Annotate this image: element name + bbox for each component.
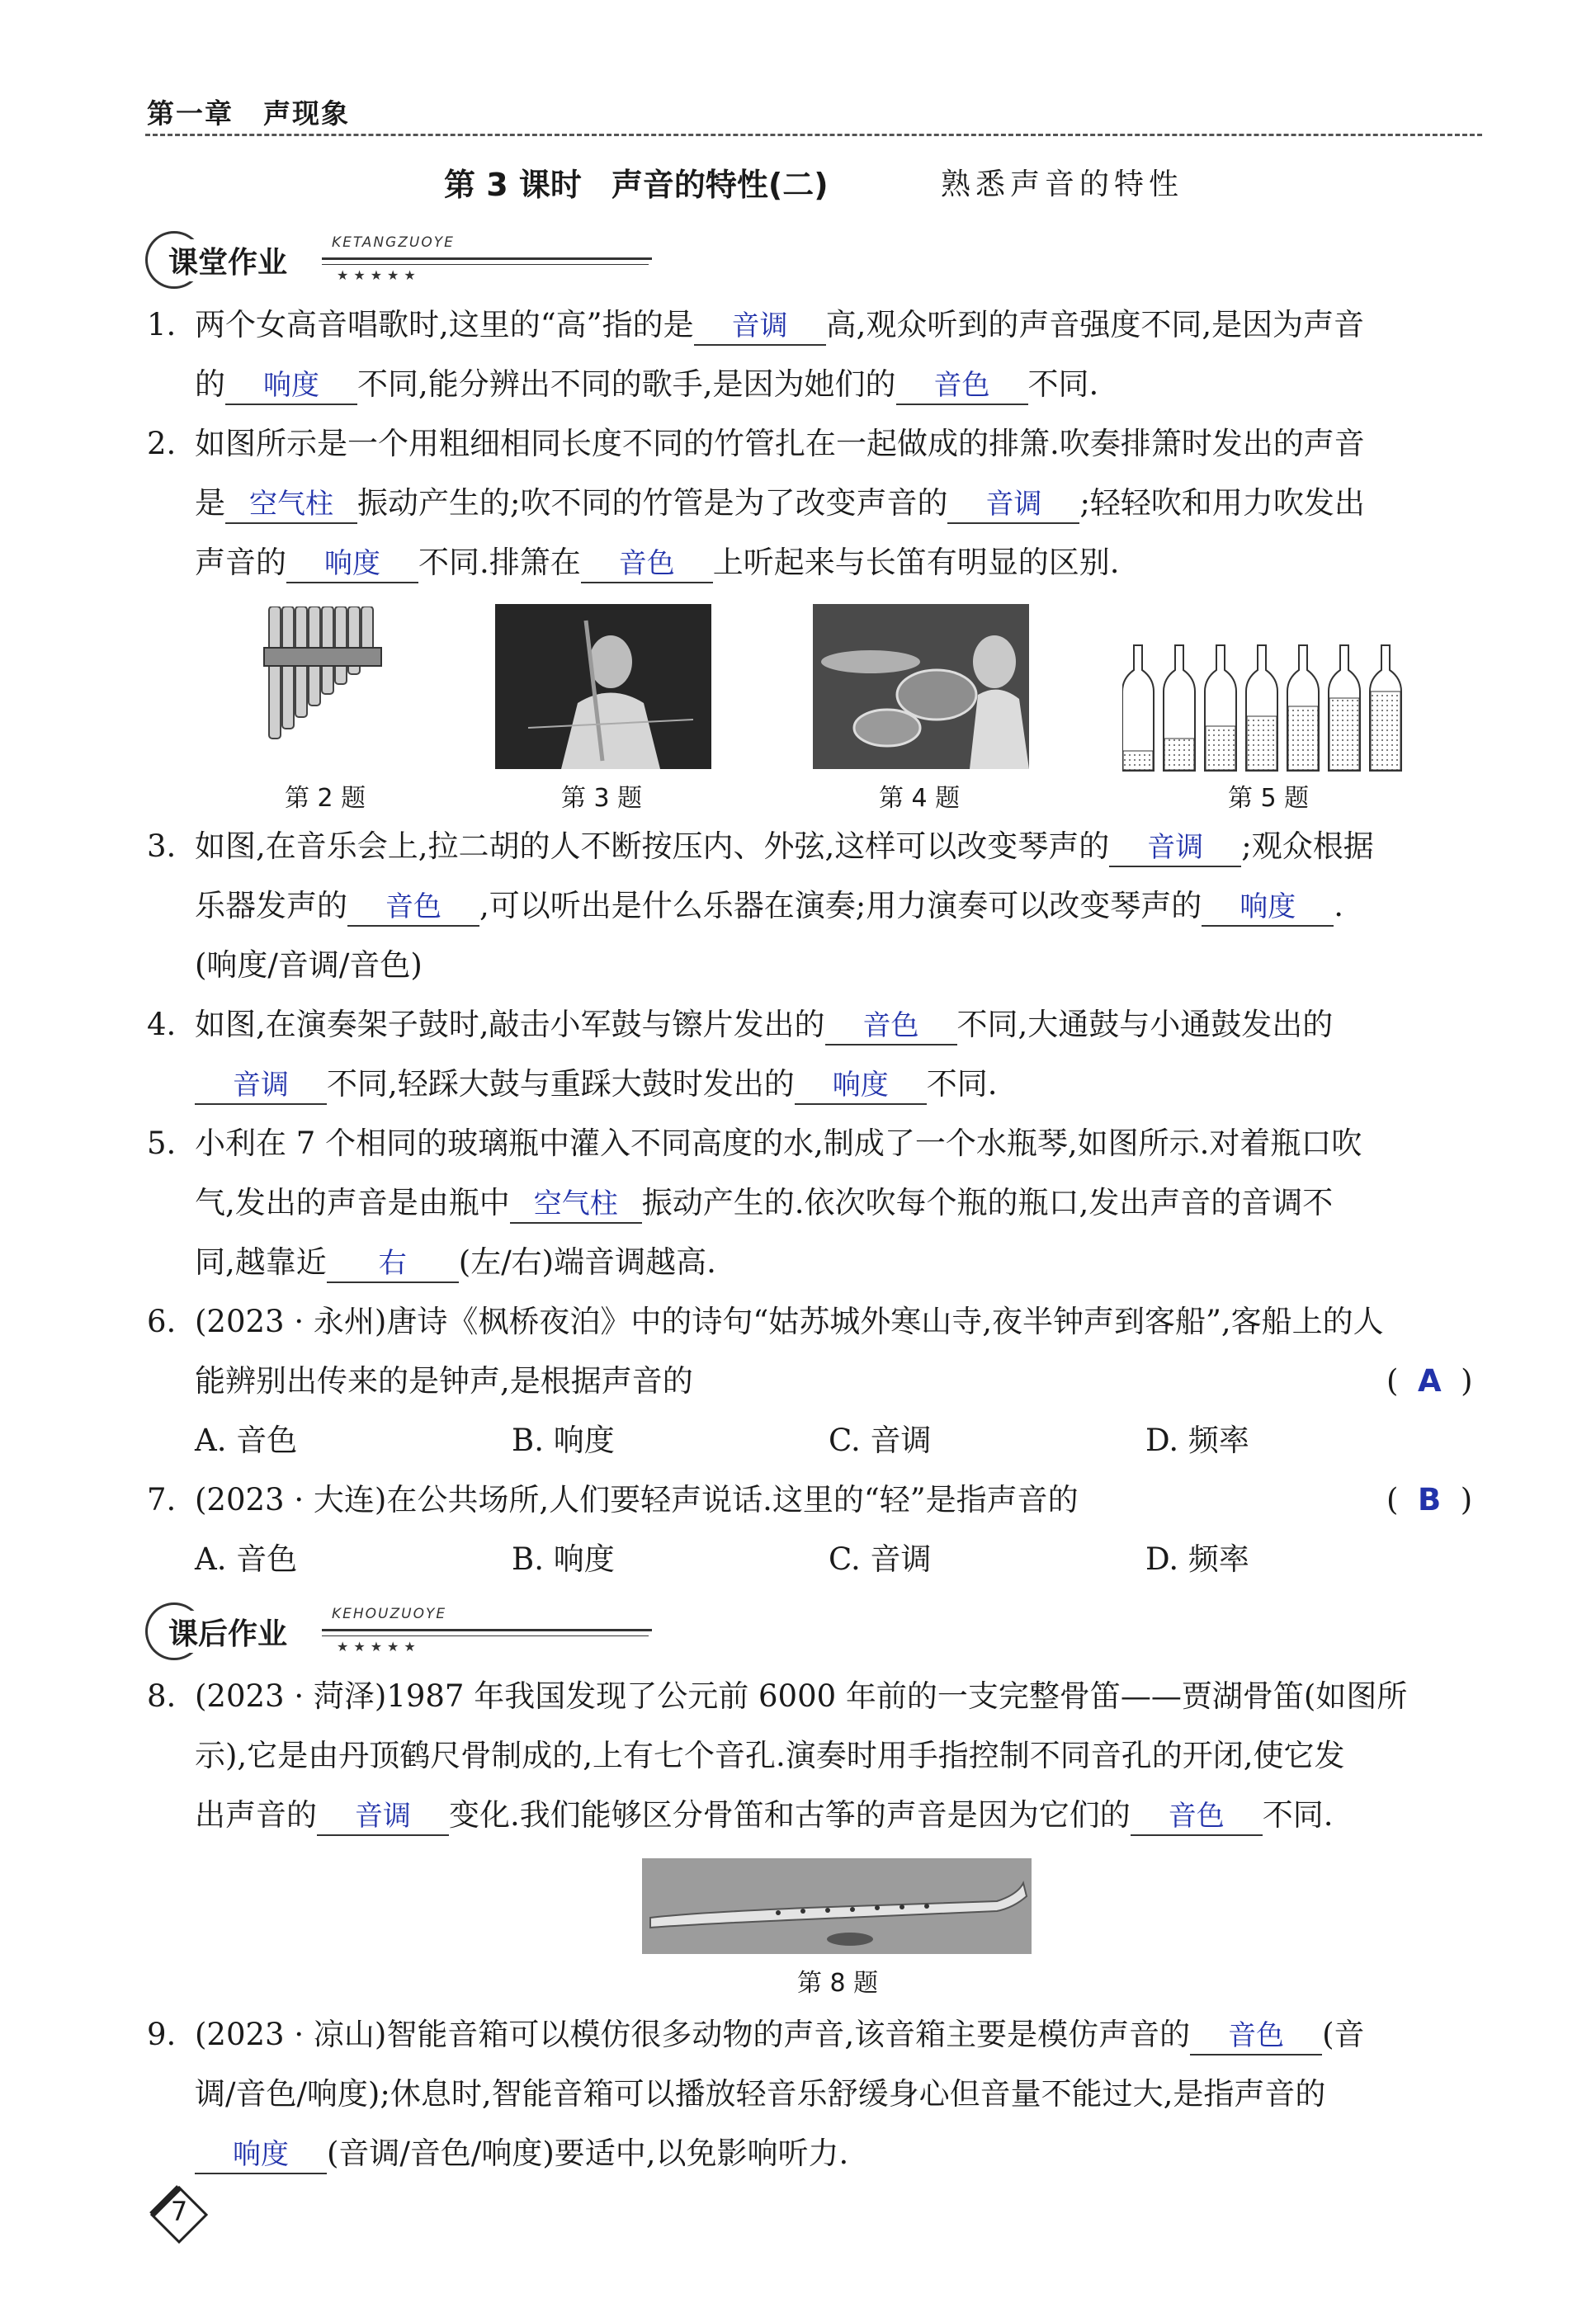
answer-blank: 音调	[1109, 829, 1241, 867]
star-rating-icon: ★★★★★	[337, 1639, 421, 1654]
answer-blank: 音调	[195, 1067, 327, 1105]
answer-blank: 响度	[795, 1067, 927, 1105]
lesson-subtitle: 熟悉声音的特性	[941, 168, 1184, 201]
page-number-badge	[147, 2183, 211, 2247]
answer-blank: 音调	[947, 486, 1079, 524]
caption-q8: 第 8 题	[797, 1969, 879, 1998]
homework-banner	[145, 1602, 508, 1660]
answer-blank: 音色	[1190, 2018, 1322, 2055]
answer-blank: 音色	[825, 1008, 957, 1045]
water-bottles-diagram	[1122, 644, 1419, 776]
banner-line	[322, 264, 649, 265]
chapter-number: 第一章	[147, 97, 234, 130]
q9-line1: 9. (2023 · 凉山)智能音箱可以模仿很多动物的声音,该音箱主要是模仿声音的 音色 (音	[147, 2013, 1365, 2056]
caption-q5: 第 5 题	[1228, 784, 1310, 813]
banner-line	[322, 1629, 652, 1631]
q9-line2: 调/音色/响度);休息时,智能音箱可以播放轻音乐舒缓身心但音量不能过大,是指声音的	[195, 2076, 1326, 2112]
answer-blank: 右	[327, 1245, 459, 1283]
q2-line3: 声音的 响度 不同.排箫在 音色 上听起来与长笛有明显的区别.	[195, 541, 1120, 584]
answer-blank: 音色	[347, 889, 479, 927]
banner-line	[322, 1635, 649, 1636]
q7-choice-c: C. 音调	[829, 1541, 932, 1577]
answer-blank: 响度	[286, 545, 418, 583]
q1-line1: 1. 两个女高音唱歌时,这里的“高”指的是 音调 高,观众听到的声音强度不同,是因为声音	[147, 304, 1364, 347]
panpipe-image	[262, 606, 385, 747]
q2-line2: 是 空气柱 振动产生的;吹不同的竹管是为了改变声音的 音调 ;轻轻吹和用力吹发出	[195, 482, 1365, 525]
answer-blank: 音色	[896, 367, 1028, 405]
caption-q3: 第 3 题	[561, 784, 643, 813]
erhu-player-photo	[495, 604, 711, 769]
q7-choice-b: B. 响度	[512, 1541, 615, 1577]
q8-line2: 示),它是由丹顶鹤尺骨制成的,上有七个音孔.演奏时用手指控制不同音孔的开闭,使它发	[195, 1738, 1345, 1773]
banner-line	[322, 257, 652, 260]
page-number: 7	[170, 2196, 188, 2227]
homework-label: 课后作业	[165, 1611, 290, 1653]
q5-line1: 5. 小利在 7 个相同的玻璃瓶中灌入不同高度的水,制成了一个水瓶琴,如图所示.对着瓶口吹	[147, 1126, 1362, 1161]
lesson-title	[444, 159, 829, 205]
q7-choice-a: A. 音色	[195, 1541, 298, 1577]
bone-flute-photo	[642, 1858, 1032, 1954]
q7-line1: 7. (2023 · 大连)在公共场所,人们要轻声说话.这里的“轻”是指声音的	[147, 1482, 1079, 1517]
answer-blank: 响度	[195, 2136, 327, 2174]
answer-blank: 响度	[1202, 889, 1334, 927]
chapter-header	[147, 92, 350, 131]
caption-q4: 第 4 题	[879, 784, 961, 813]
q6-line2: 能辨别出传来的是钟声,是根据声音的	[195, 1363, 693, 1399]
header-divider	[145, 134, 1482, 136]
drum-kit-photo	[813, 604, 1029, 769]
q5-line3: 同,越靠近 右 (左/右)端音调越高.	[195, 1241, 716, 1284]
classwork-label: 课堂作业	[165, 239, 290, 281]
q6-answer-letter: A	[1417, 1363, 1442, 1399]
q6-choice-b: B. 响度	[512, 1423, 615, 1458]
classwork-pinyin: KETANGZUOYE	[332, 234, 455, 251]
chapter-title: 声现象	[263, 97, 350, 130]
q9-line3: 响度 (音调/音色/响度)要适中,以免影响听力.	[195, 2132, 848, 2175]
q6-line1: 6. (2023 · 永州)唐诗《枫桥夜泊》中的诗句“姑苏城外寒山寺,夜半钟声到客船”,客船上的人	[147, 1304, 1384, 1339]
answer-blank: 音调	[694, 308, 826, 346]
q6-choice-d: D. 频率	[1145, 1423, 1249, 1458]
q7-answer-letter: B	[1417, 1482, 1442, 1517]
q8-line3: 出声音的 音调 变化.我们能够区分骨笛和古筝的声音是因为它们的 音色 不同.	[195, 1794, 1334, 1837]
q7-answer: ( B )	[1386, 1482, 1473, 1517]
q3-line3: (响度/音调/音色)	[195, 947, 423, 983]
caption-q2: 第 2 题	[285, 784, 366, 813]
q1-line2: 的 响度 不同,能分辨出不同的歌手,是因为她们的 音色 不同.	[195, 363, 1098, 406]
answer-blank: 音调	[317, 1798, 449, 1836]
lesson-number: 第 3 课时	[444, 167, 582, 203]
lesson-name: 声音的特性(二)	[611, 167, 829, 203]
q3-line2: 乐器发声的 音色 ,可以听出是什么乐器在演奏;用力演奏可以改变琴声的 响度 .	[195, 885, 1343, 927]
q3-line1: 3. 如图,在音乐会上,拉二胡的人不断按压内、外弦,这样可以改变琴声的 音调 ;观众根据	[147, 825, 1374, 868]
classwork-banner	[145, 231, 508, 289]
answer-blank: 响度	[225, 367, 357, 405]
q4-line1: 4. 如图,在演奏架子鼓时,敲击小军鼓与镲片发出的 音色 不同,大通鼓与小通鼓发出的	[147, 1003, 1333, 1046]
q5-line2: 气,发出的声音是由瓶中 空气柱 振动产生的.依次吹每个瓶的瓶口,发出声音的音调不	[195, 1182, 1333, 1225]
homework-pinyin: KEHOUZUOYE	[332, 1606, 447, 1622]
q7-choice-d: D. 频率	[1145, 1541, 1249, 1577]
q4-line2: 音调 不同,轻踩大鼓与重踩大鼓时发出的 响度 不同.	[195, 1063, 998, 1106]
star-rating-icon: ★★★★★	[337, 267, 421, 283]
q8-line1: 8. (2023 · 菏泽)1987 年我国发现了公元前 6000 年前的一支完整骨笛——贾湖骨笛(如图所	[147, 1678, 1408, 1714]
answer-blank: 空气柱	[510, 1186, 642, 1224]
answer-blank: 音色	[581, 545, 713, 583]
q6-choice-c: C. 音调	[829, 1423, 932, 1458]
answer-blank: 空气柱	[225, 486, 357, 524]
q2-line1: 2. 如图所示是一个用粗细相同长度不同的竹管扎在一起做成的排箫.吹奏排箫时发出的声音	[147, 426, 1365, 461]
q6-answer: ( A )	[1386, 1363, 1473, 1399]
answer-blank: 音色	[1131, 1798, 1263, 1836]
q6-choice-a: A. 音色	[195, 1423, 298, 1458]
